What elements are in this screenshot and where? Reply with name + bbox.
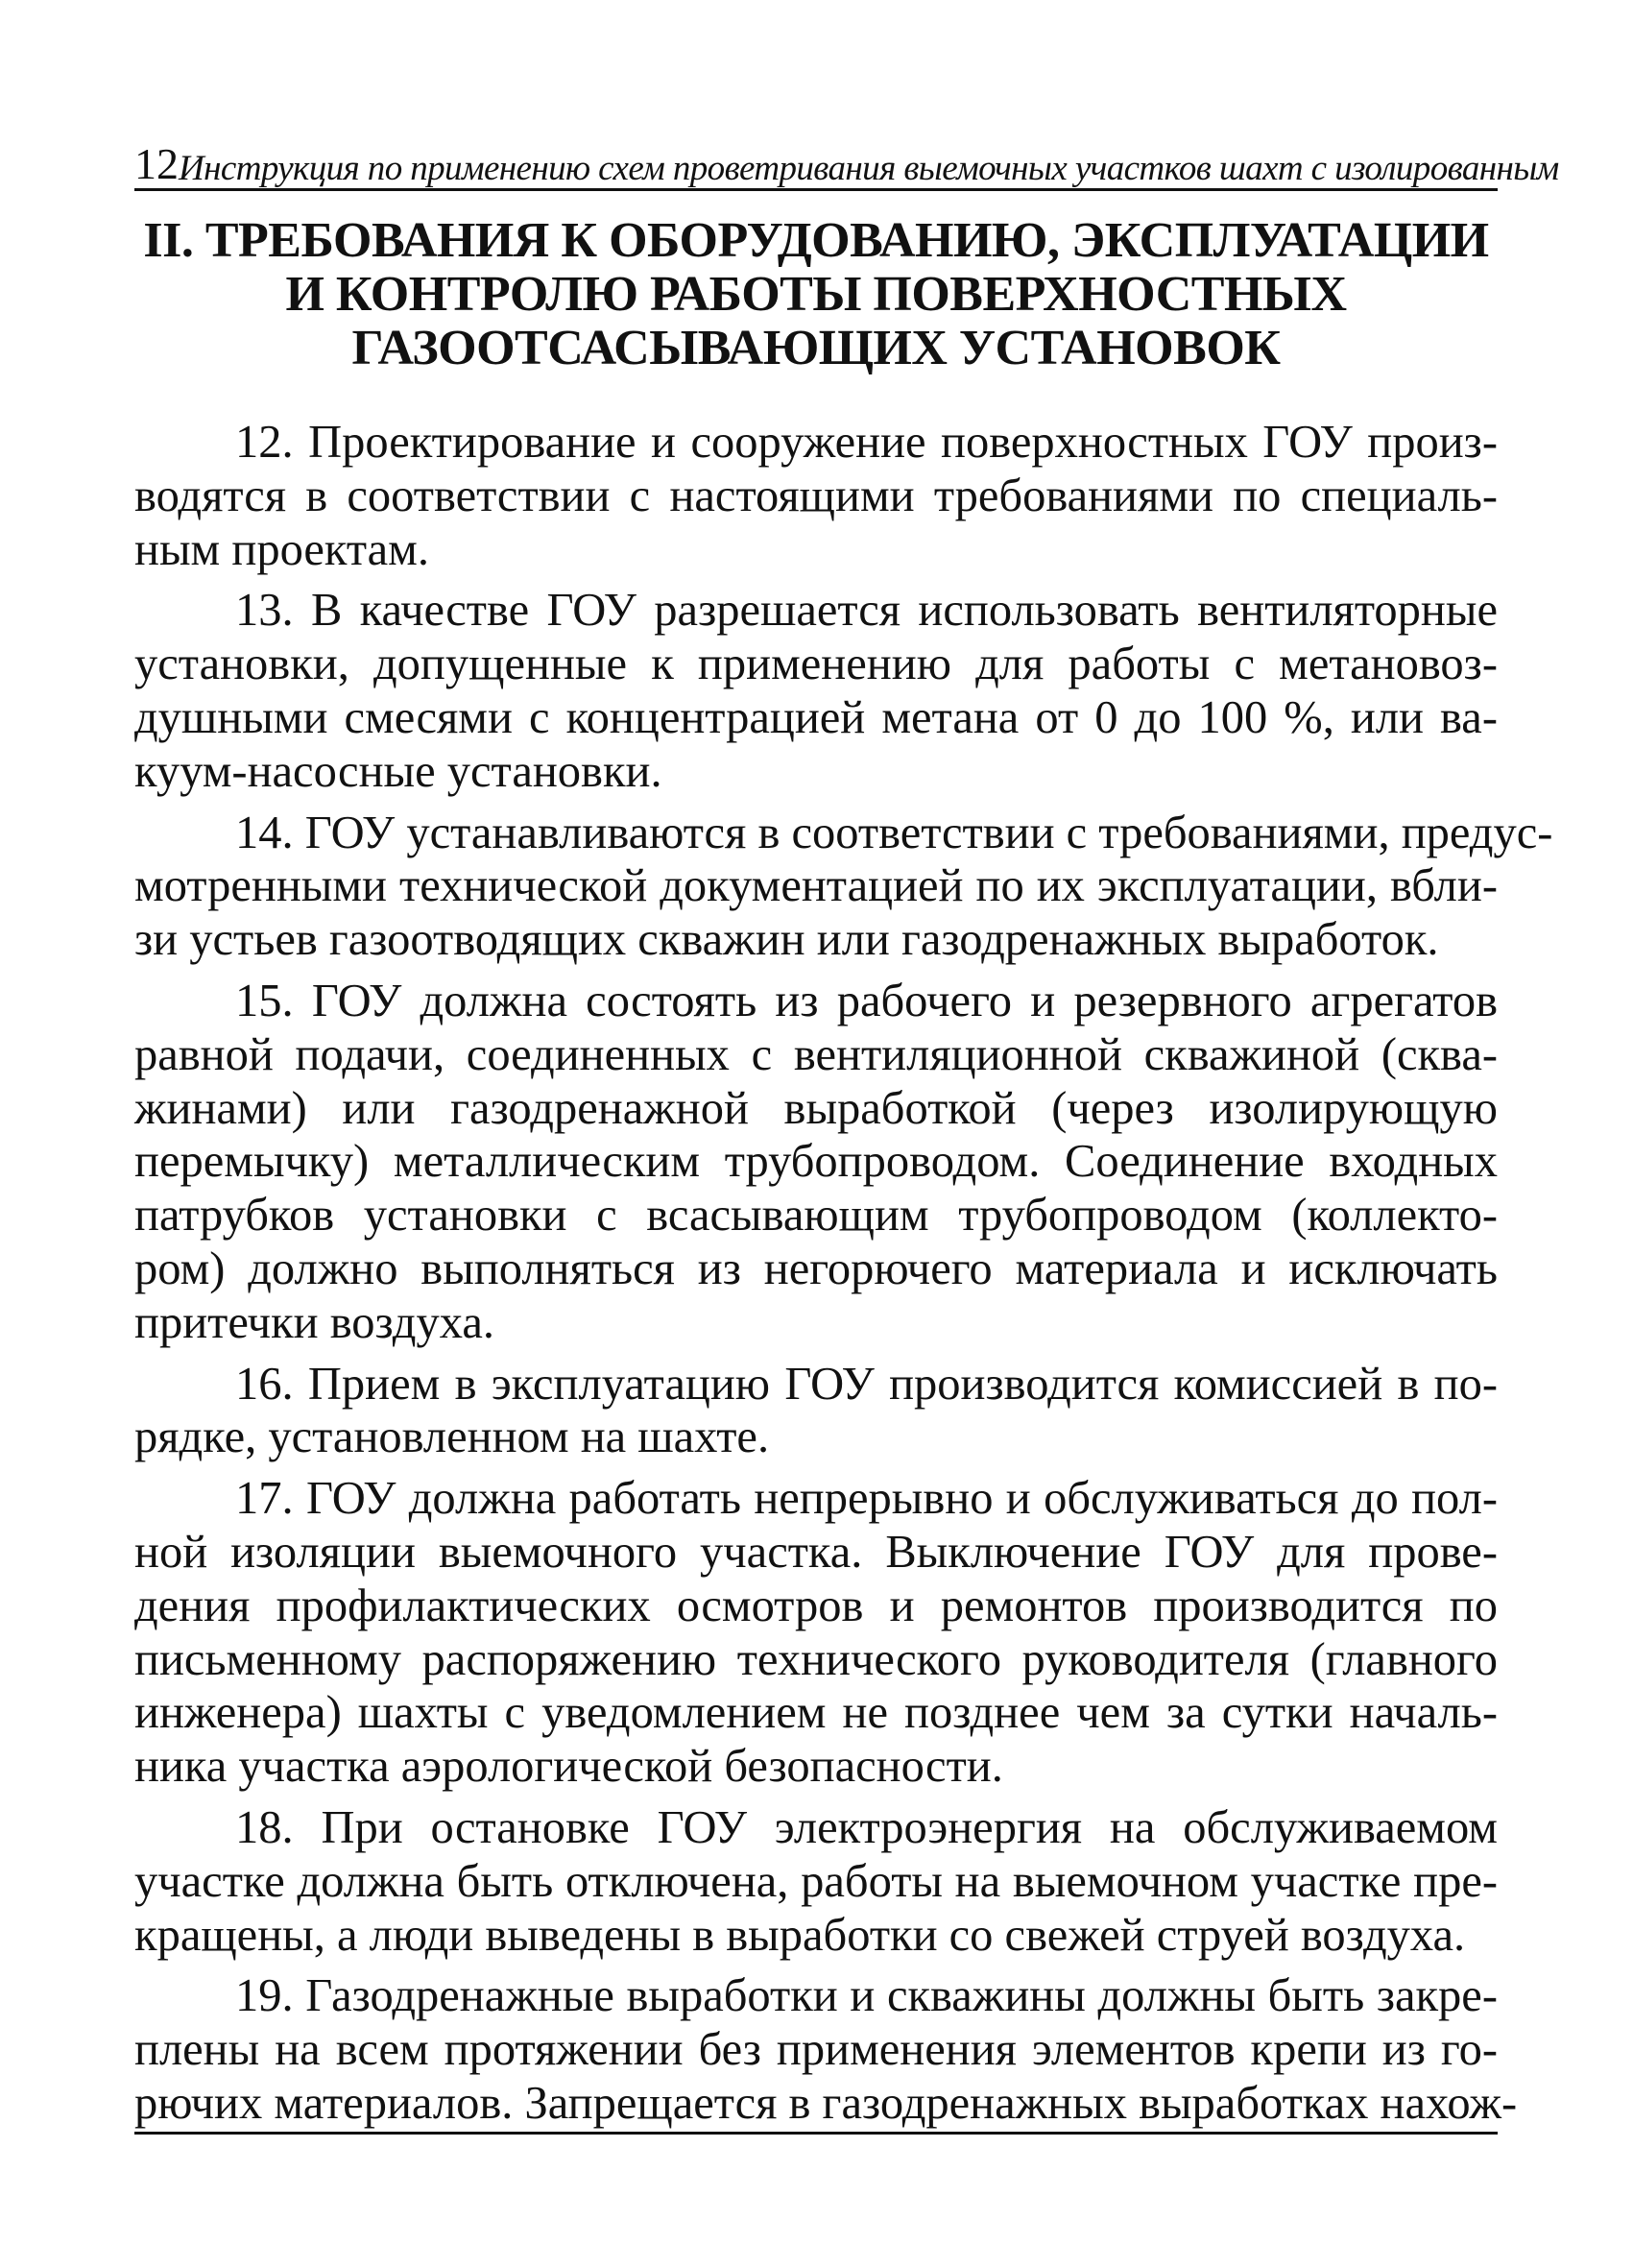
paragraph-17	[134, 1472, 1498, 1794]
text-line: 17. ГОУ должна работать непрерывно и обслуживаться до пол-	[235, 1473, 1498, 1525]
text-line: плены на всем протяжении без применения элементов крепи из го-	[134, 2024, 1498, 2076]
text-line: участке должна быть отключена, работы на выемочном участке пре-	[134, 1855, 1498, 1907]
text-line: письменному распоряжению технического руководителя (главного	[134, 1633, 1498, 1685]
text-line: равной подачи, соединенных с вентиляционной скважиной (сква-	[134, 1028, 1498, 1080]
paragraph-18	[134, 1801, 1498, 1962]
text-line: 12. Проектирование и сооружение поверхностных ГОУ произ-	[235, 417, 1498, 468]
heading-line: ГАЗООТСАСЫВАЮЩИХ УСТАНОВОК	[351, 321, 1281, 375]
text-line: зи устьев газоотводящих скважин или газодренажных выработок.	[134, 914, 1439, 966]
paragraph-16	[134, 1358, 1498, 1465]
text-line: куум-насосные установки.	[134, 745, 662, 797]
heading-line: II. ТРЕБОВАНИЯ К ОБОРУДОВАНИЮ, ЭКСПЛУАТАЦИИ	[143, 213, 1489, 268]
running-header	[134, 125, 1559, 191]
text-line: рючих материалов. Запрещается в газодренажных выработках нахож-	[134, 2077, 1518, 2129]
page-number: 12	[134, 139, 179, 188]
paragraph-14	[134, 807, 1553, 967]
text-line: дения профилактических осмотров и ремонтов производится по	[134, 1580, 1498, 1631]
document-page	[134, 125, 1559, 2151]
text-line: мотренными технической документацией по их эксплуатации, вбли-	[134, 860, 1498, 912]
text-line: 13. В качестве ГОУ разрешается использовать вентиляторные	[235, 585, 1498, 637]
text-line: водятся в соответствии с настоящими требованиями по специаль-	[134, 470, 1498, 521]
paragraph-12	[134, 416, 1498, 576]
text-line: установки, допущенные к применению для работы с метановоз-	[134, 639, 1498, 690]
text-line: ным проектам.	[134, 523, 429, 575]
paragraph-19	[134, 1969, 1518, 2130]
paragraph-15	[134, 975, 1498, 1350]
text-line: 19. Газодренажные выработки и скважины должны быть закре-	[235, 1970, 1498, 2022]
text-line: рядке, установленном на шахте.	[134, 1411, 770, 1463]
footer-rule	[134, 2132, 1498, 2135]
text-line: ной изоляции выемочного участка. Выключение ГОУ для прове-	[134, 1526, 1498, 1578]
text-line: инженера) шахты с уведомлением не позднее чем за сутки началь-	[134, 1687, 1498, 1739]
text-line: душными смесями с концентрацией метана от 0 до 100 %, или ва-	[134, 691, 1498, 743]
text-line: патрубков установки с всасывающим трубопроводом (коллекто-	[134, 1190, 1498, 1242]
text-line: жинами) или газодренажной выработкой (через изолирующую	[134, 1082, 1498, 1134]
section-heading	[134, 214, 1498, 375]
text-line: 14. ГОУ устанавливаются в соответствии с требованиями, предус-	[235, 807, 1553, 858]
text-line: 18. При остановке ГОУ электроэнергия на обслуживаемом	[235, 1801, 1498, 1853]
text-line: притечки воздуха.	[134, 1296, 494, 1348]
paragraph-13	[134, 584, 1498, 798]
body-text	[134, 416, 1553, 2131]
text-line: ника участка аэрологической безопасности.	[134, 1741, 1003, 1793]
text-line: 15. ГОУ должна состоять из рабочего и резервного агрегатов	[235, 975, 1498, 1026]
text-line: кращены, а люди выведены в выработки со свежей струей воздуха.	[134, 1909, 1466, 1961]
text-line: 16. Прием в эксплуатацию ГОУ производится комиссией в по-	[235, 1358, 1498, 1410]
text-line: перемычку) металлическим трубопроводом. Соединение входных	[134, 1136, 1498, 1188]
running-title: Инструкция по применению схем проветривания выемочных участков шахт с изолированным	[179, 149, 1559, 188]
heading-line: И КОНТРОЛЮ РАБОТЫ ПОВЕРХНОСТНЫХ	[285, 267, 1347, 322]
text-line: ром) должно выполняться из негорючего материала и исключать	[134, 1243, 1498, 1294]
